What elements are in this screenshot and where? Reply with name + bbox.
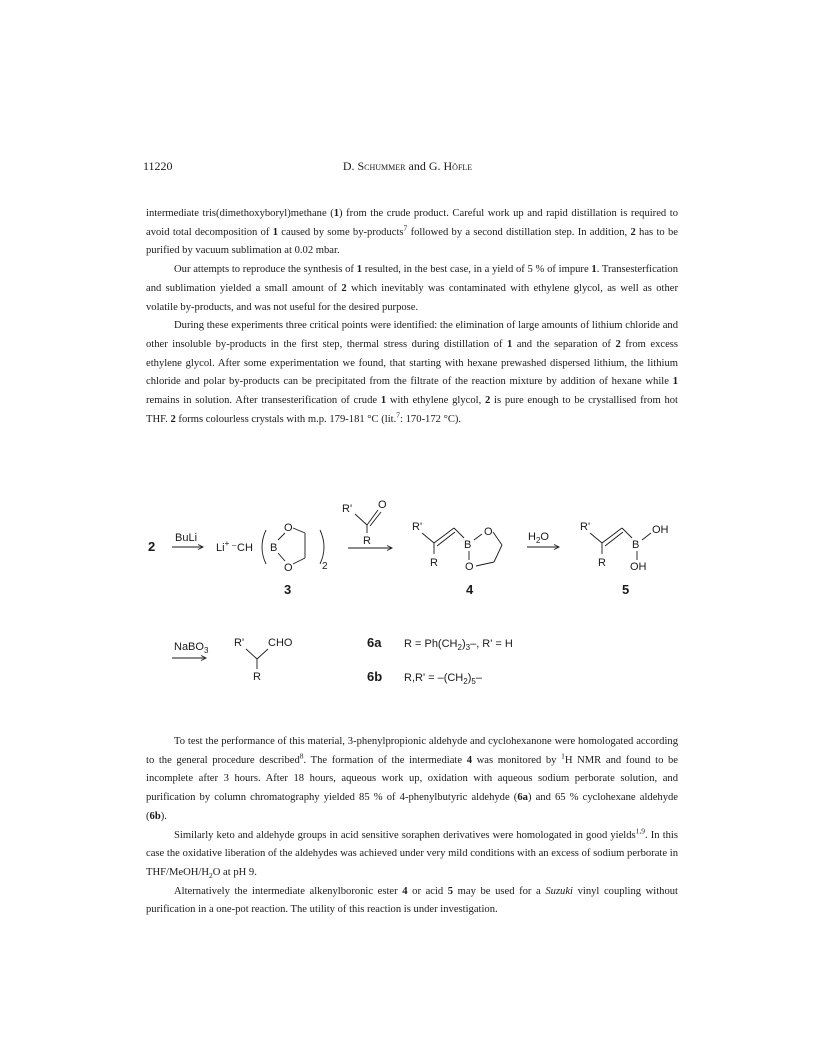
scheme-4-boron: B: [464, 539, 472, 551]
scheme-3-bond-bo1: [278, 533, 285, 540]
scheme-reagent-perborate: NaBO$_3$: [174, 641, 209, 655]
text-run: O at pH 9.: [212, 866, 257, 878]
text-run: ).: [160, 810, 167, 822]
text-run: 4: [466, 754, 472, 766]
text-run: . In this case the oxidative liberation of the aldehydes was achieved under very mild conditions with an excess of sodium perborate in THF/MeOH/H: [146, 829, 678, 878]
scheme-label-4: 4: [466, 582, 474, 597]
text-run: 1: [356, 264, 362, 276]
scheme-reagent-water: $H_2O$: [528, 531, 549, 545]
text-run: caused by some by-products: [278, 226, 404, 238]
text-run: 4: [402, 885, 408, 897]
text-run: followed by a second distillation step. In addition,: [407, 226, 631, 238]
scheme-def-6b: $R,R' = -(CH_2)_5-$: [404, 672, 482, 686]
scheme-3-bond-bo2: [278, 553, 285, 561]
paragraph: [146, 883, 678, 920]
text-run: intermediate tris(dimethoxyboryl)methane (: [146, 208, 334, 219]
text-run: . Transesterfication and sublimation yielded a small amount of: [146, 264, 678, 294]
text-run: . The formation of the intermediate: [303, 754, 467, 766]
scheme-label-6a: 6a: [367, 635, 382, 650]
scheme-5-boron: B: [632, 539, 640, 551]
text-run: 2: [630, 226, 636, 238]
text-run: H NMR and found to be incomplete after 3 hours. After 18 hours, aqueous work up, oxidation with aqueous sodium perborate solution, and purification by column chromatography yielded 85 % of 4-phenylbutyric aldehyde (: [146, 754, 678, 804]
running-head-author2: Höfle: [443, 159, 473, 173]
scheme-4-bond-bo1: [474, 534, 482, 540]
text-run: was monitored by: [471, 754, 562, 766]
scheme-4-ring-3: [476, 562, 494, 566]
text-run: 6b: [149, 810, 161, 822]
text-run: 2: [615, 338, 621, 350]
text-run: Alternatively the intermediate alkenylboronic ester: [174, 885, 403, 897]
scheme-paren-left: [262, 530, 266, 564]
scheme-4-ring-2: [494, 545, 502, 562]
scheme-5-bond-cb: [622, 528, 632, 538]
scheme-5-r: R: [598, 557, 606, 569]
text-run: 5: [447, 885, 454, 897]
running-head-sep: and G.: [405, 159, 444, 173]
scheme-4-bond-rprime: [422, 533, 434, 543]
text-run: 1: [672, 376, 678, 388]
scheme-6-r: R: [253, 671, 261, 683]
scheme-start-compound: 2: [148, 539, 156, 554]
text-run: may be used for a: [453, 885, 546, 897]
running-head-prefix: D.: [342, 159, 358, 173]
scheme-paren-right: [320, 530, 324, 564]
text-run: Suzuki: [545, 885, 574, 897]
scheme-6-cho: CHO: [268, 637, 293, 649]
scheme-carbonyl-rprime: R': [342, 503, 353, 515]
text-run: 8: [299, 751, 304, 761]
text-run: from excess ethylene glycol. After some experimentation we found, that starting with hexane prewashed dispersed lithium, the lithium chloride and polar by-products can be precipitated from the filtrate of the reaction mixture by addition of hexane while: [146, 338, 679, 388]
scheme-6-rprime: R': [234, 637, 245, 649]
text-run: which inevitably was contaminated with ethylene glycol, as well as other volatile by-products, and was not useful for the desired purpose.: [146, 282, 678, 313]
text-run: 1: [507, 338, 513, 350]
text-run: 2: [208, 871, 213, 881]
text-run: 1: [561, 751, 565, 761]
text-run: or acid: [407, 885, 448, 897]
scheme-def-6a: $R = Ph(CH_2)_3-$, R' = H: [404, 638, 513, 652]
text-run: 1,9: [635, 825, 646, 835]
scheme-5-bond-rprime: [590, 533, 602, 543]
scheme-6-bond-rprime: [246, 649, 257, 659]
text-run: is pure enough to be crystallised from hot THF.: [146, 395, 678, 425]
text-run: 1: [380, 395, 387, 407]
scheme-3-bond-oc1: [293, 528, 305, 533]
text-run: To test the performance of this material, 3-phenylpropionic aldehyde and cyclohexanone were homologated according to the general procedure described: [146, 736, 678, 766]
paragraph: [146, 733, 678, 827]
text-run: remains in solution. After transesterification of crude: [146, 395, 381, 407]
scheme-reagent-buli: BuLi: [175, 532, 198, 544]
text-run: Our attempts to reproduce the synthesis of: [174, 264, 357, 276]
text-run: : 170-172 °C).: [400, 413, 462, 425]
scheme-5-oh-bottom: OH: [630, 561, 647, 573]
scheme-6-bond-cho: [257, 649, 268, 659]
text-run: 7: [396, 410, 401, 420]
scheme-3-o-bottom: O: [284, 562, 293, 574]
scheme-label-5: 5: [622, 582, 630, 597]
text-run: vinyl coupling without purification in a one-pot reaction. The utility of this reaction is under investigation.: [146, 885, 679, 916]
scheme-carbonyl-bond1: [355, 514, 367, 525]
scheme-4-r: R: [430, 557, 438, 569]
text-run: has to be purified by vacuum sublimation at 0.02 mbar.: [146, 226, 678, 257]
text-run: 1: [272, 226, 279, 238]
scheme-label-6b: 6b: [367, 669, 383, 684]
page-number: 11220: [143, 159, 173, 173]
text-run: 2: [484, 395, 491, 407]
scheme-carbonyl-o: O: [378, 499, 387, 511]
scheme-subscript-2: 2: [322, 561, 328, 572]
running-head-author1: Schummer: [357, 159, 406, 173]
text-run: 6a: [517, 792, 528, 804]
scheme-4-bond-cb: [454, 528, 464, 538]
text-run: and the separation of: [512, 338, 616, 350]
scheme-3-o-top: O: [284, 522, 293, 534]
text-run: 2: [170, 413, 176, 425]
scheme-4-ring-1: [493, 532, 502, 545]
text-run: resulted, in the best case, in a yield of 5 % of impure: [361, 264, 592, 276]
text-run: with ethylene glycol,: [386, 395, 485, 407]
scheme-4-o1: O: [484, 526, 493, 538]
scheme-label-3: 3: [284, 582, 292, 597]
text-run: During these experiments three critical points were identified: the elimination of large amounts of lithium chloride and other insoluble by-products in the first step, thermal stress during distillation of: [146, 320, 678, 350]
text-run: forms colourless crystals with m.p. 179-181 °C (lit.: [175, 413, 397, 425]
body-text-bottom: [146, 733, 678, 920]
scheme-lithium: Li+ ⁻CH: [216, 539, 253, 554]
scheme-5-rprime: R': [580, 521, 591, 533]
text-run: Similarly keto and aldehyde groups in acid sensitive soraphen derivatives were homologated in good yields: [174, 829, 636, 841]
text-run: ) from the crude product. Careful work up and rapid distillation is required to avoid total decomposition of: [146, 208, 679, 238]
text-run: 1: [333, 208, 340, 219]
scheme-3-bond-oc2: [293, 558, 305, 564]
paragraph: [146, 827, 678, 883]
text-run: ) and 65 % cyclohexane aldehyde (: [146, 792, 678, 822]
text-run: 1: [591, 264, 597, 276]
scheme-5-bond-boh1: [642, 533, 651, 540]
scheme-4-o2: O: [465, 561, 474, 573]
text-run: 7: [403, 223, 408, 233]
scheme-5-oh-top: OH: [652, 524, 669, 536]
text-run: 2: [341, 282, 347, 294]
scheme-3-boron: B: [270, 542, 278, 554]
scheme-4-rprime: R': [412, 521, 423, 533]
scheme-carbonyl-r: R: [363, 535, 371, 547]
